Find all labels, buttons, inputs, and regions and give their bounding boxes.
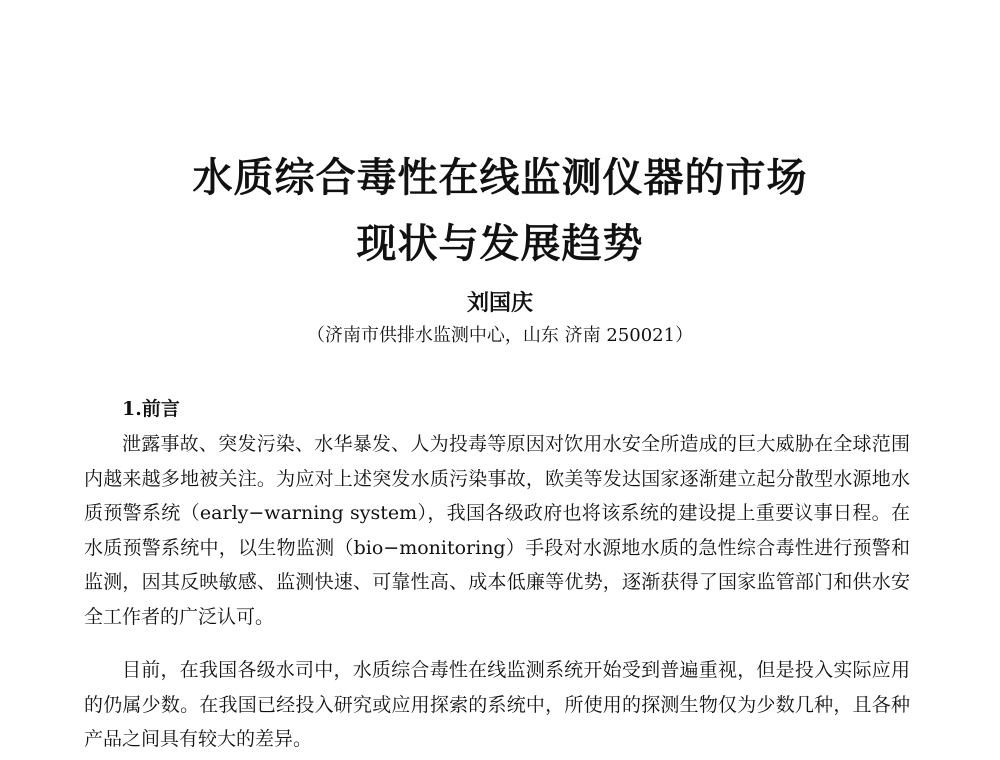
paper-title-line-1: 水质综合毒性在线监测仪器的市场 bbox=[192, 154, 808, 201]
author-name: 刘国庆 bbox=[466, 290, 533, 316]
body-paragraph-1: 泄露事故、突发污染、水华暴发、人为投毒等原因对饮用水安全所造成的巨大威胁在全球范围内越来越多地被关注。为应对上述突发水质污染事故，欧美等发达国家逐渐建立起分散型水源地水质预警系统（early−warning system），我国各级政府也将该系统的建设提上重要议事日程。在水质预警系统中，以生物监测（bio−monitoring）手段对水源地水质的急性综合毒性进行预警和监测，因其反映敏感、监测快速、可靠性高、成本低廉等优势，逐渐获得了国家监管部门和供水安全工作者的广泛认可。 bbox=[84, 433, 910, 628]
section-heading: 1.前言 bbox=[122, 398, 180, 420]
paper-title-line-2: 现状与发展趋势 bbox=[356, 220, 644, 267]
author-affiliation: （济南市供排水监测中心，山东 济南 250021） bbox=[306, 325, 694, 346]
body-paragraph-2: 目前，在我国各级水司中，水质综合毒性在线监测系统开始受到普遍重视，但是投入实际应用的仍属少数。在我国已经投入研究或应用探索的系统中，所使用的探测生物仅为少数几种，且各种产品之间具有较大的差异。 bbox=[84, 659, 910, 750]
